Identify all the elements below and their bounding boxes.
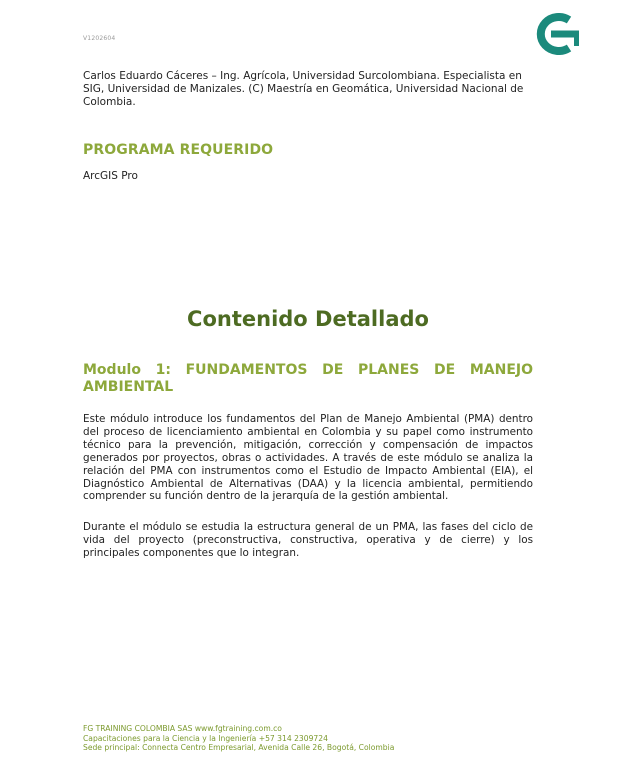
module-paragraph-1: Este módulo introduce los fundamentos del Plan de Manejo Ambiental (PMA) dentro del proceso de licenciamiento ambiental en Colombia y su papel como instrumento técnico para la prevención, mitigación, corrección y compensación de impactos generados por proyectos, obras o actividades. A través de este módulo se analiza la relación del PMA con instrumentos como el Estudio de Impacto Ambiental (EIA), el Diagnóstico Ambiental de Alternativas (DAA) y la licencia ambiental, permitiendo comprender su función dentro de la jerarquía de la gestión ambiental. — [83, 413, 533, 503]
fg-logo-icon — [531, 13, 579, 55]
footer-contact-line: Capacitaciones para la Ciencia y la Ingeniería +57 314 2309724 — [83, 733, 328, 743]
module-title: Modulo 1: FUNDAMENTOS DE PLANES DE MANEJO AMBIENTAL — [83, 362, 533, 395]
content-title: Contenido Detallado — [187, 307, 429, 331]
instructor-bio: Carlos Eduardo Cáceres – Ing. Agrícola, Universidad Surcolombiana. Especialista en SIG, Universidad de Manizales. (C) Maestría en Geomática, Universidad Nacional de Colombia. — [83, 70, 524, 108]
program-heading: PROGRAMA REQUERIDO — [83, 142, 274, 158]
footer-address-line: Sede principal: Connecta Centro Empresarial, Avenida Calle 26, Bogotá, Colombia — [83, 743, 395, 753]
version-code: V1202604 — [83, 35, 116, 42]
module-paragraph-2: Durante el módulo se estudia la estructura general de un PMA, las fases del ciclo de vida del proyecto (preconstructiva, constructiva, operativa y de cierre) y los principales componentes que lo integran. — [83, 521, 533, 559]
footer-company-line: FG TRAINING COLOMBIA SAS www.fgtraining.com.co — [83, 724, 282, 733]
footer — [83, 724, 394, 753]
program-software: ArcGIS Pro — [83, 170, 138, 182]
